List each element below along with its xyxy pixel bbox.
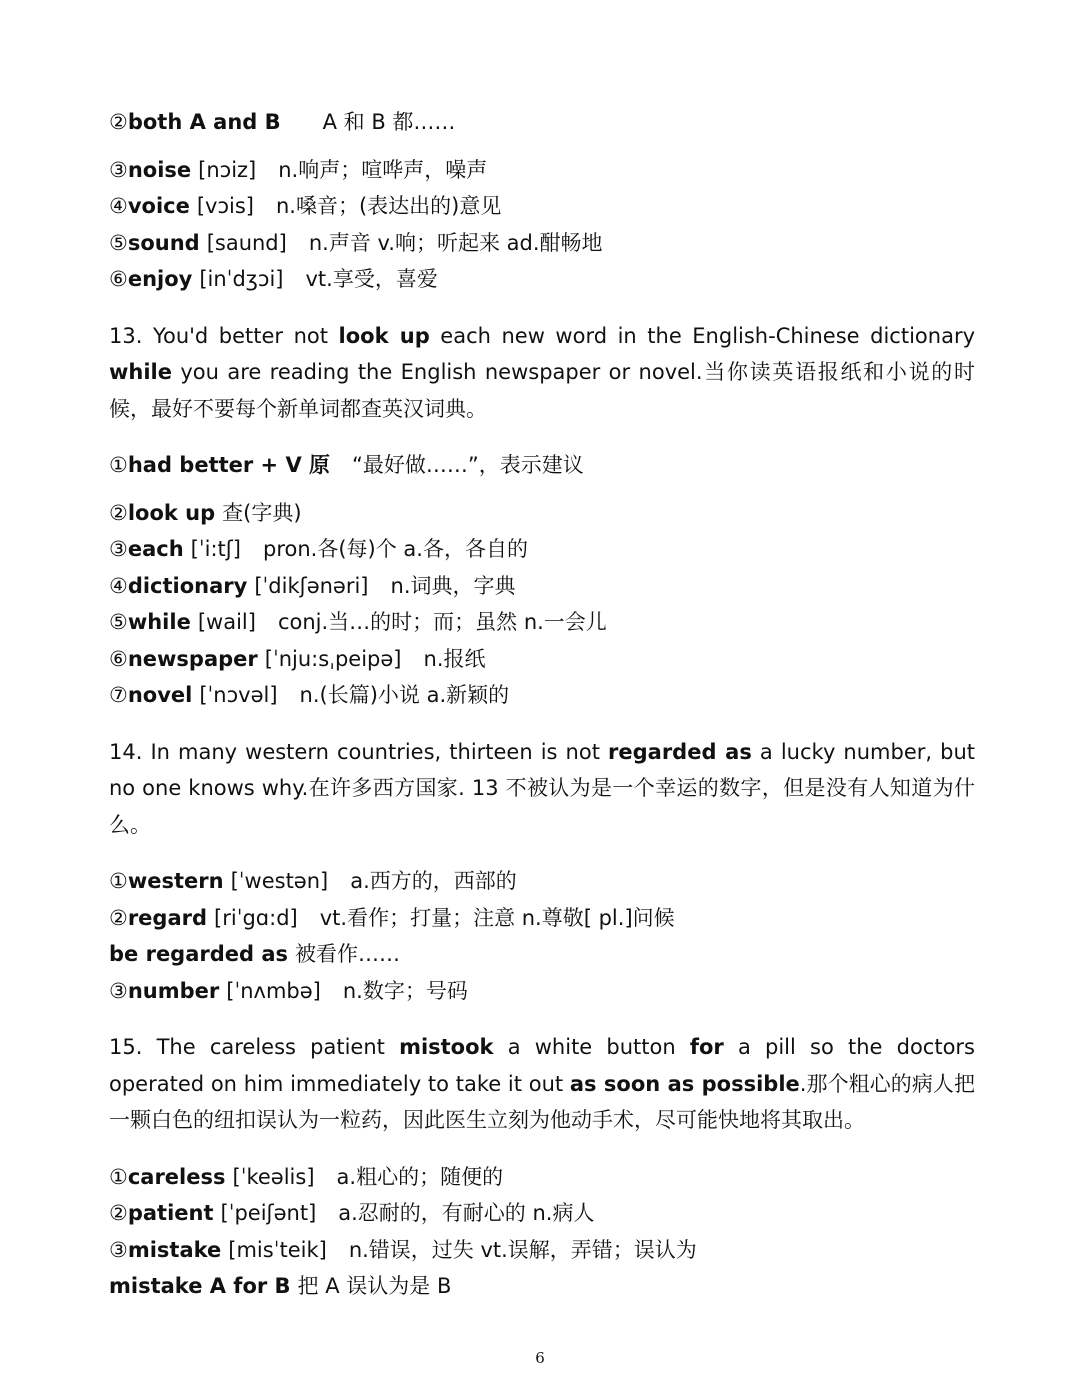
definition: n.声音 v.响；听起来 ad.酣畅地 bbox=[308, 230, 603, 255]
definition: n.数字；号码 bbox=[342, 978, 468, 1003]
definition: 把 A 误认为是 B bbox=[297, 1274, 452, 1298]
definition: n.(长篇)小说 a.新颖的 bbox=[299, 683, 510, 707]
headword: voice bbox=[127, 194, 190, 218]
phonetic: [riˈgɑ:d] bbox=[214, 905, 298, 930]
phonetic: [ˈnju:sˌpeipə] bbox=[264, 646, 402, 671]
phonetic: [wail] bbox=[197, 610, 256, 634]
definition: n.错误，过失 vt.误解，弄错；误认为 bbox=[348, 1237, 697, 1262]
vocab-entry bbox=[109, 604, 975, 641]
phonetic: [ˈkeəlis] bbox=[232, 1164, 315, 1189]
vocab-entry bbox=[109, 1232, 975, 1269]
headword: noise bbox=[127, 157, 192, 182]
entry-number: ② bbox=[109, 110, 128, 134]
definition: vt.看作；打量；注意 n.尊敬[ pl.]问候 bbox=[319, 905, 675, 930]
sentence-14: 14. In many western countries, thirteen is not regarded as a lucky number, but no one knows why.在许多西方国家. 13 不被认为是一个幸运的数字，但是没有人知道为什么。 bbox=[109, 739, 976, 837]
vocab-entry bbox=[109, 677, 975, 714]
phonetic: [ˈpeiʃənt] bbox=[220, 1201, 317, 1225]
phonetic: [ˈi:tʃ] bbox=[190, 537, 241, 561]
page-number: 6 bbox=[535, 1349, 545, 1367]
vocab-list bbox=[109, 104, 975, 141]
definition: a.西方的，西部的 bbox=[350, 869, 517, 893]
phonetic: [ˈwestən] bbox=[230, 869, 329, 893]
vocab-entry bbox=[109, 568, 975, 605]
definition: A 和 B 都…… bbox=[322, 110, 456, 134]
definition: a.粗心的；随便的 bbox=[336, 1164, 504, 1189]
definition: n.嗓音；(表达出的)意见 bbox=[275, 194, 502, 218]
definition: n.词典，字典 bbox=[390, 573, 516, 598]
headword: be regarded as bbox=[109, 942, 289, 966]
vocab-entry bbox=[109, 900, 975, 937]
headword: western bbox=[127, 869, 224, 893]
vocab-list bbox=[109, 863, 975, 1009]
definition: n.报纸 bbox=[423, 646, 486, 671]
vocab-entry bbox=[109, 152, 975, 189]
entry-number: ④ bbox=[109, 194, 128, 218]
vocab-list bbox=[109, 1159, 975, 1305]
phonetic: [misˈteik] bbox=[228, 1237, 327, 1262]
phonetic: [ˈnʌmbə] bbox=[226, 978, 321, 1003]
headword: patient bbox=[127, 1201, 214, 1225]
headword: each bbox=[127, 537, 184, 561]
definition: 查(字典) bbox=[222, 500, 302, 525]
entry-number: ③ bbox=[109, 978, 128, 1003]
vocab-entry bbox=[109, 641, 975, 678]
entry-number: ⑤ bbox=[109, 230, 128, 255]
vocab-entry bbox=[109, 1268, 975, 1305]
entry-number: ⑤ bbox=[109, 610, 128, 634]
headword: mistake A for B bbox=[109, 1274, 291, 1298]
headword: enjoy bbox=[127, 267, 193, 291]
phonetic: [inˈdʒɔi] bbox=[199, 267, 284, 291]
headword: look up bbox=[127, 500, 216, 525]
phonetic: [nɔiz] bbox=[198, 157, 257, 182]
document-body bbox=[109, 104, 975, 1305]
sentence-15: 15. The careless patient mistook a white button for a pill so the doctors operated on him immediately to take it out as soon as possible.那个粗心的病人把一颗白色的纽扣误认为一粒药，因此医生立刻为他动手术，尽可能快地将其取出。 bbox=[109, 1035, 976, 1132]
definition: “最好做……”，表示建议 bbox=[352, 453, 584, 477]
entry-number: ④ bbox=[109, 573, 128, 598]
vocab-list bbox=[109, 447, 975, 484]
entry-number: ① bbox=[109, 453, 128, 477]
definition: a.忍耐的，有耐心的 n.病人 bbox=[338, 1201, 595, 1225]
sentence-13: 13. You'd better not look up each new word in the English-Chinese dictionary while you are reading the English newspaper or novel.当你读英语报纸和小说的时候，最好不要每个新单词都查英汉词典。 bbox=[109, 323, 976, 421]
headword: regard bbox=[127, 905, 208, 930]
vocab-list bbox=[109, 495, 975, 714]
headword: sound bbox=[127, 230, 200, 255]
entry-number: ③ bbox=[109, 157, 128, 182]
vocab-entry bbox=[109, 188, 975, 225]
vocab-entry bbox=[109, 495, 975, 532]
entry-number: ⑦ bbox=[109, 683, 128, 707]
headword: number bbox=[127, 978, 220, 1003]
headword: careless bbox=[127, 1164, 226, 1189]
definition: conj.当…的时；而；虽然 n.一会儿 bbox=[277, 610, 607, 634]
entry-number: ⑥ bbox=[109, 267, 128, 291]
vocab-list bbox=[109, 152, 975, 298]
entry-number: ② bbox=[109, 1201, 128, 1225]
phonetic: [ˈnɔvəl] bbox=[199, 683, 278, 707]
vocab-entry bbox=[109, 531, 975, 568]
headword: novel bbox=[127, 683, 193, 707]
entry-number: ② bbox=[109, 500, 128, 525]
definition: pron.各(每)个 a.各，各自的 bbox=[263, 537, 528, 561]
vocab-entry bbox=[109, 261, 975, 298]
phonetic: [vɔis] bbox=[196, 194, 254, 218]
entry-number: ① bbox=[109, 1164, 128, 1189]
entry-number: ① bbox=[109, 869, 128, 893]
vocab-entry bbox=[109, 225, 975, 262]
definition: 被看作…… bbox=[295, 942, 401, 966]
vocab-entry bbox=[109, 104, 975, 141]
vocab-entry bbox=[109, 1195, 975, 1232]
entry-number: ③ bbox=[109, 537, 128, 561]
headword: newspaper bbox=[127, 646, 258, 671]
definition: n.响声；喧哗声，噪声 bbox=[278, 157, 488, 182]
entry-number: ② bbox=[109, 905, 128, 930]
vocab-entry bbox=[109, 447, 975, 484]
definition: vt.享受，喜爱 bbox=[305, 267, 438, 291]
headword: had better + V 原 bbox=[127, 453, 331, 477]
entry-number: ③ bbox=[109, 1237, 128, 1262]
headword: both A and B bbox=[127, 110, 281, 134]
phonetic: [saund] bbox=[206, 230, 287, 255]
headword: while bbox=[127, 610, 191, 634]
headword: mistake bbox=[127, 1237, 222, 1262]
vocab-entry bbox=[109, 973, 975, 1010]
vocab-entry bbox=[109, 1159, 975, 1196]
phonetic: [ˈdikʃənəri] bbox=[254, 573, 369, 598]
entry-number: ⑥ bbox=[109, 646, 128, 671]
vocab-entry bbox=[109, 936, 975, 973]
headword: dictionary bbox=[127, 573, 248, 598]
vocab-entry bbox=[109, 863, 975, 900]
